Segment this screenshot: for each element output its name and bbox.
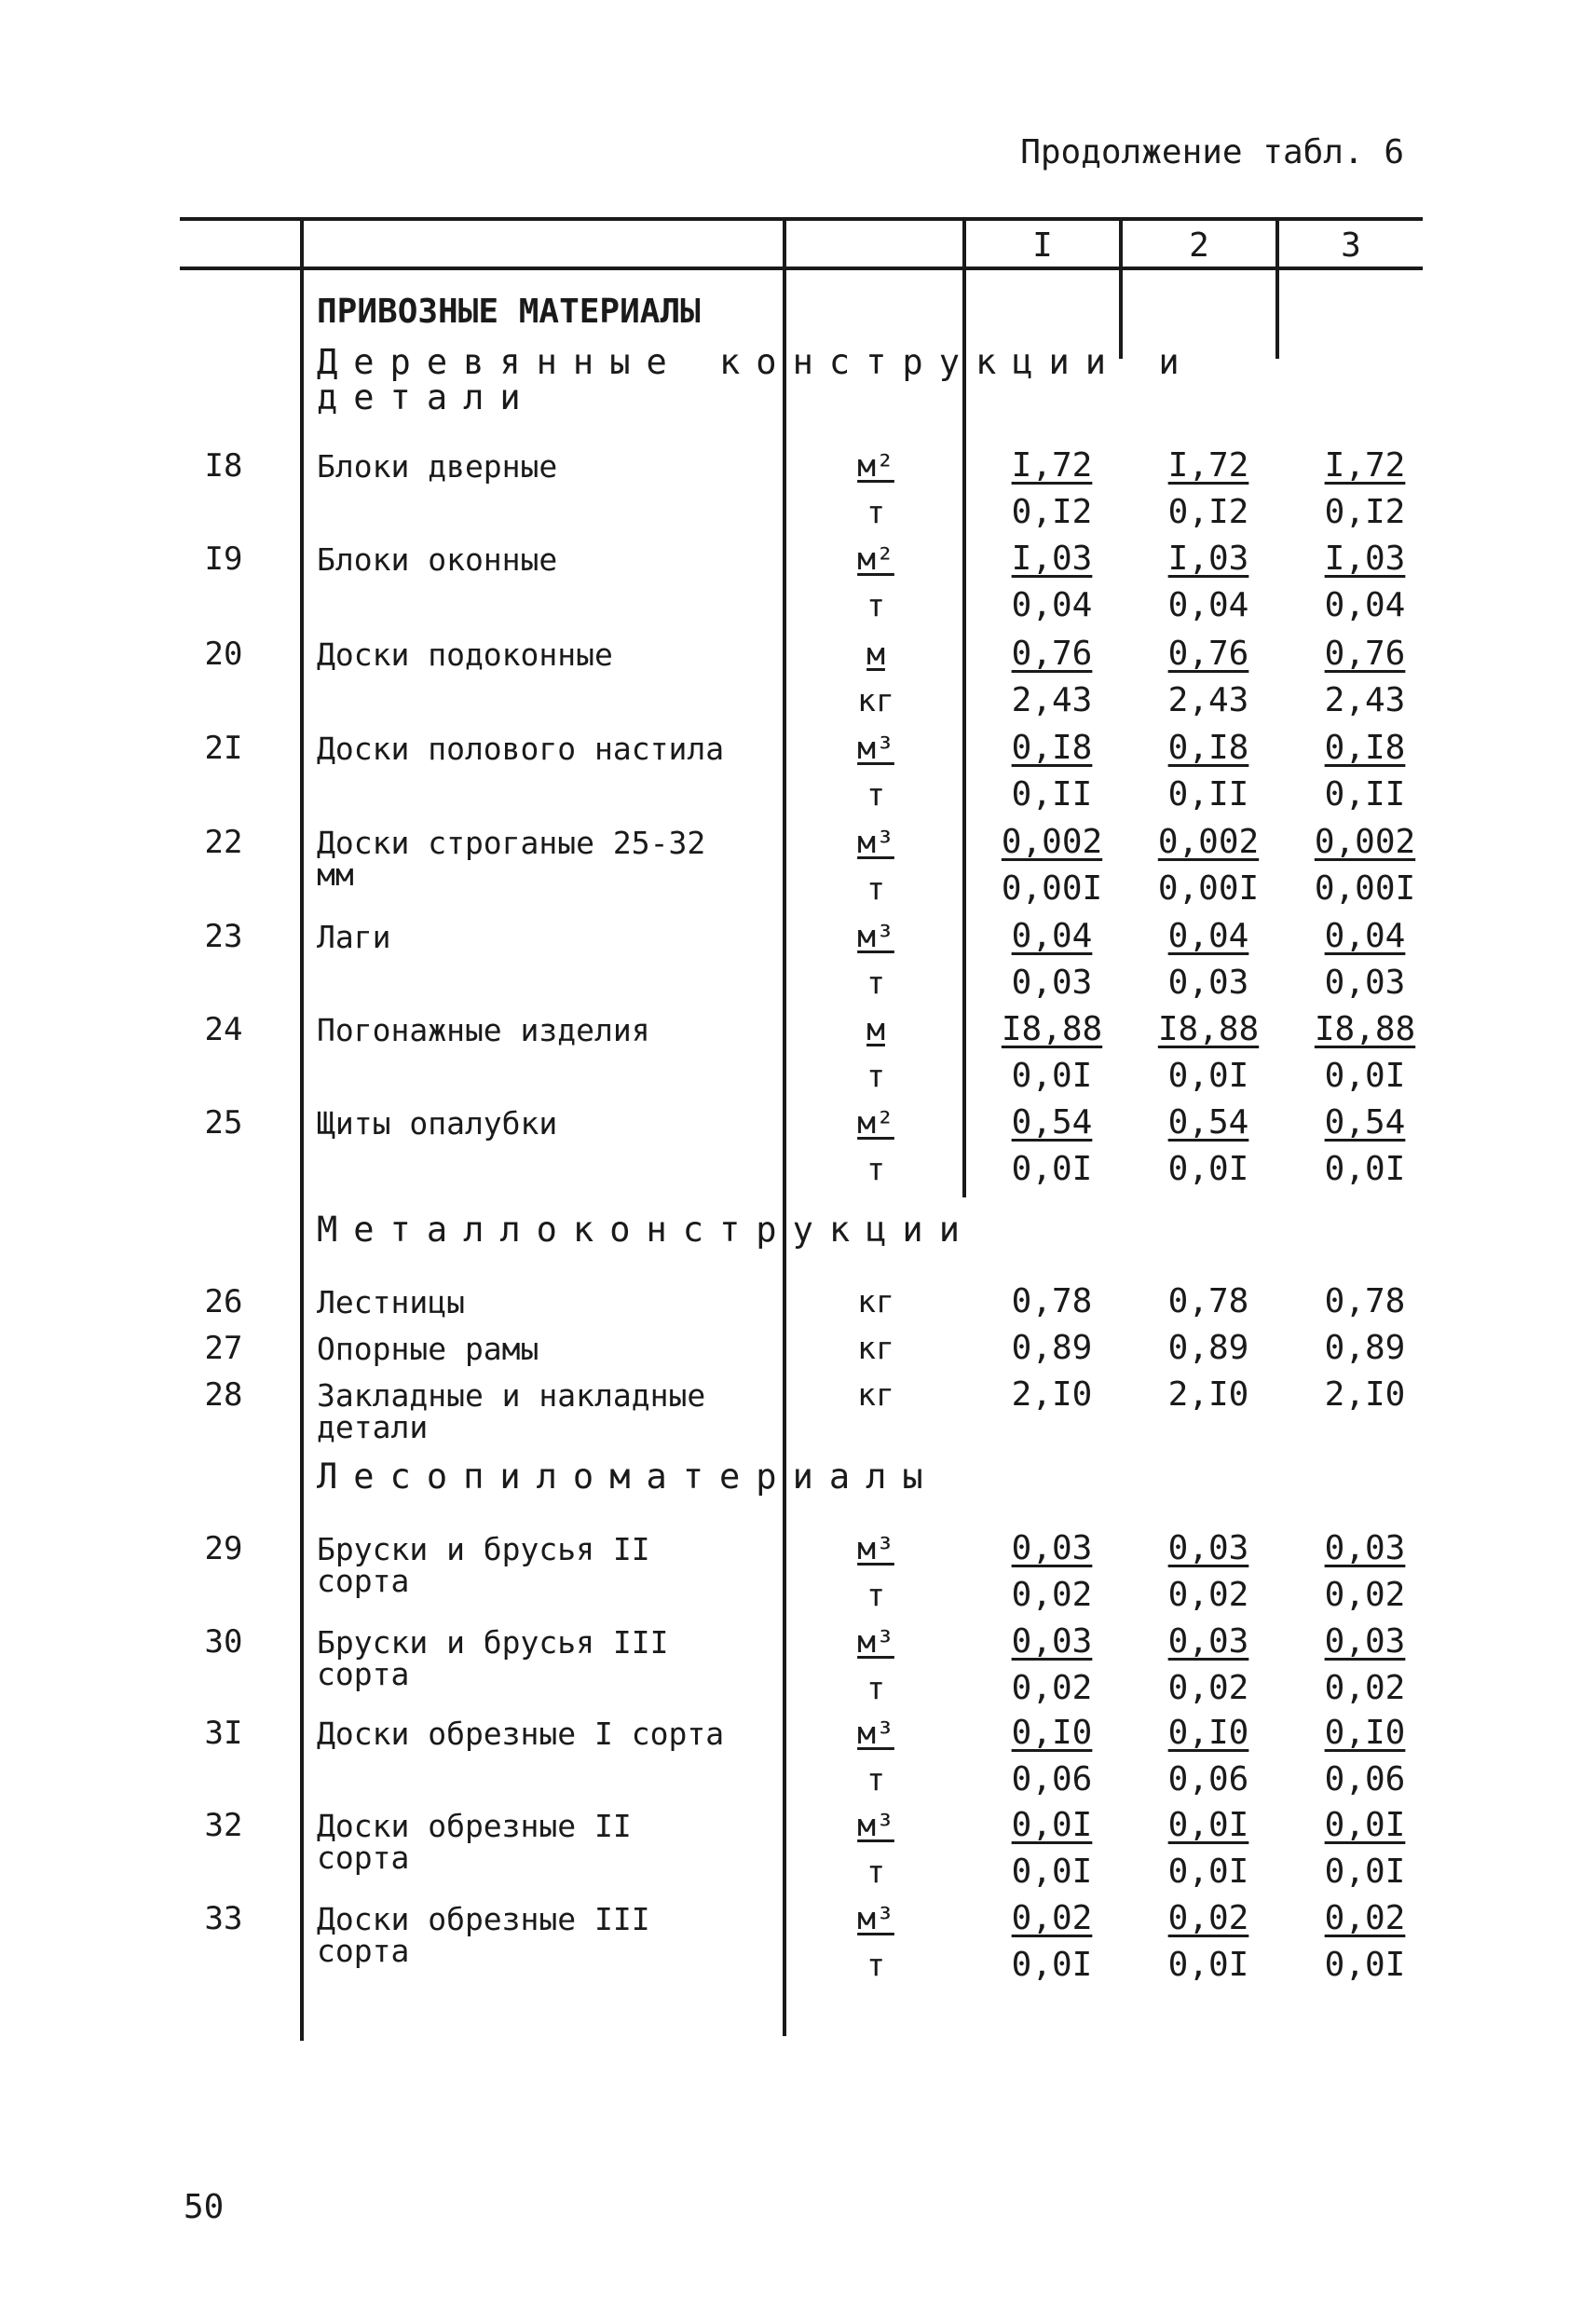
row-name: Доски обрезные II сорта	[317, 1808, 632, 1876]
unit-cell	[843, 1328, 908, 1369]
value-cell: 0,03	[1011, 1622, 1093, 1661]
unit-label: т	[866, 776, 885, 813]
value-cell: 0,II	[1011, 775, 1093, 814]
unit-cell	[843, 1621, 908, 1662]
value-cell: 0,03	[1167, 1529, 1249, 1567]
unit-cell	[843, 1149, 908, 1190]
unit-cell	[843, 634, 908, 675]
value-cell: 0,03	[1167, 964, 1249, 1002]
unit-label: м	[866, 1011, 885, 1047]
value-cell: 0,0I	[1167, 1806, 1249, 1844]
row-number: 26	[204, 1283, 243, 1320]
row-number: 27	[204, 1330, 243, 1367]
unit-cell	[843, 774, 908, 815]
value-cell: 0,II	[1167, 775, 1249, 814]
unit-label: м³	[857, 1715, 894, 1751]
value-cell: I,72	[1324, 446, 1406, 485]
unit-label: т	[866, 1058, 885, 1094]
value-cell: 0,02	[1011, 1669, 1093, 1707]
row-number: 20	[204, 636, 243, 673]
row-number: 2I	[204, 730, 243, 767]
value-cell: 0,I2	[1167, 493, 1249, 531]
table-top-rule	[180, 217, 1423, 221]
value-cell: 0,03	[1011, 964, 1093, 1002]
unit-cell	[843, 1852, 908, 1893]
value-cell: I8,88	[1314, 1010, 1416, 1048]
section-title: Металлоконструкции	[317, 1210, 975, 1250]
unit-label: т	[866, 1670, 885, 1706]
value-cell: 0,78	[1167, 1282, 1249, 1320]
row-name: Блоки оконные	[317, 541, 558, 578]
unit-cell	[843, 1898, 908, 1939]
unit-cell	[843, 1668, 908, 1709]
value-cell: 0,04	[1167, 917, 1249, 955]
unit-label: т	[866, 494, 885, 530]
value-cell: 0,02	[1167, 1669, 1249, 1707]
row-number: 25	[204, 1104, 243, 1142]
unit-label: кг	[857, 682, 894, 718]
row-number: I9	[204, 540, 243, 578]
value-cell: 0,0I	[1324, 1946, 1406, 1984]
unit-cell	[843, 1805, 908, 1846]
value-cell: 0,03	[1324, 1622, 1406, 1661]
unit-cell	[843, 822, 908, 863]
unit-label: м³	[857, 1530, 894, 1566]
value-cell: 0,02	[1167, 1899, 1249, 1937]
value-cell: 0,I8	[1011, 729, 1093, 767]
row-name: Доски строганые 25-32 мм	[317, 825, 706, 893]
row-number: 28	[204, 1376, 243, 1414]
value-cell: 0,002	[1001, 823, 1103, 861]
row-name: Блоки дверные	[317, 448, 558, 485]
value-cell: 0,06	[1011, 1760, 1093, 1798]
value-cell: 0,0I	[1324, 1853, 1406, 1891]
unit-cell	[843, 585, 908, 626]
unit-cell	[843, 539, 908, 580]
col-divider-num	[300, 219, 304, 2041]
row-name: Доски полового настила	[317, 731, 725, 767]
value-cell: 0,54	[1167, 1103, 1249, 1142]
column-header-3: 3	[1341, 226, 1361, 265]
unit-label: т	[866, 1947, 885, 1983]
unit-label: м²	[857, 447, 894, 484]
value-cell: 2,43	[1324, 681, 1406, 719]
value-cell: 0,76	[1167, 635, 1249, 673]
row-name: Закладные и накладные детали	[317, 1377, 706, 1445]
unit-label: м³	[857, 824, 894, 860]
value-cell: 0,02	[1324, 1899, 1406, 1937]
value-cell: 0,0I	[1324, 1806, 1406, 1844]
value-cell: 0,0I	[1011, 1057, 1093, 1095]
unit-label: т	[866, 1761, 885, 1798]
row-name: Доски подоконные	[317, 636, 613, 673]
row-name: Опорные рамы	[317, 1331, 539, 1367]
row-name: Доски обрезные I сорта	[317, 1716, 725, 1752]
unit-label: м³	[857, 1623, 894, 1660]
row-name: Доски обрезные III сорта	[317, 1901, 650, 1969]
value-cell: 2,43	[1011, 681, 1093, 719]
value-cell: 0,89	[1324, 1329, 1406, 1367]
value-cell: 0,03	[1324, 964, 1406, 1002]
column-header-2: 2	[1189, 226, 1209, 265]
value-cell: 0,I8	[1324, 729, 1406, 767]
unit-cell	[843, 963, 908, 1004]
row-number: 32	[204, 1807, 243, 1844]
unit-label: т	[866, 870, 885, 907]
row-name: Погонажные изделия	[317, 1012, 650, 1048]
unit-label: м	[866, 636, 885, 672]
row-number: 23	[204, 918, 243, 955]
row-number: 30	[204, 1623, 243, 1661]
row-number: 24	[204, 1011, 243, 1048]
value-cell: 0,I0	[1167, 1714, 1249, 1752]
value-cell: 0,03	[1011, 1529, 1093, 1567]
row-number: 33	[204, 1900, 243, 1937]
value-cell: 0,06	[1324, 1760, 1406, 1798]
col-divider-name	[783, 219, 786, 2036]
unit-cell	[843, 492, 908, 533]
unit-label: м³	[857, 1807, 894, 1843]
unit-label: кг	[857, 1376, 894, 1413]
value-cell: 0,0I	[1167, 1057, 1249, 1095]
value-cell: 0,04	[1324, 586, 1406, 624]
value-cell: 0,00I	[1314, 869, 1416, 908]
value-cell: 0,04	[1167, 586, 1249, 624]
value-cell: 0,0I	[1011, 1150, 1093, 1188]
value-cell: I,72	[1167, 446, 1249, 485]
unit-cell	[843, 1759, 908, 1800]
value-cell: 0,04	[1011, 917, 1093, 955]
value-cell: 0,0I	[1324, 1057, 1406, 1095]
value-cell: 0,II	[1324, 775, 1406, 814]
value-cell: I,03	[1011, 540, 1093, 578]
value-cell: 0,0I	[1167, 1946, 1249, 1984]
section-title: ПРИВОЗНЫЕ МАТЕРИАЛЫ	[317, 293, 701, 331]
continuation-label: Продолжение табл. 6	[1020, 133, 1404, 171]
value-cell: 0,I8	[1167, 729, 1249, 767]
value-cell: 0,I2	[1011, 493, 1093, 531]
value-cell: 0,0I	[1167, 1853, 1249, 1891]
unit-label: кг	[857, 1283, 894, 1320]
unit-cell	[843, 680, 908, 721]
page-number: 50	[184, 2188, 225, 2226]
value-cell: 0,04	[1011, 586, 1093, 624]
value-cell: 0,03	[1324, 1529, 1406, 1567]
value-cell: I8,88	[1157, 1010, 1260, 1048]
value-cell: 0,03	[1167, 1622, 1249, 1661]
value-cell: 2,I0	[1167, 1375, 1249, 1414]
value-cell: 0,002	[1314, 823, 1416, 861]
value-cell: 0,54	[1324, 1103, 1406, 1142]
unit-cell	[843, 1945, 908, 1986]
unit-label: м²	[857, 1104, 894, 1141]
value-cell: 2,I0	[1324, 1375, 1406, 1414]
value-cell: 0,76	[1324, 635, 1406, 673]
value-cell: 0,002	[1157, 823, 1260, 861]
unit-label: м²	[857, 540, 894, 577]
value-cell: 0,06	[1167, 1760, 1249, 1798]
row-number: I8	[204, 447, 243, 485]
value-cell: 2,I0	[1011, 1375, 1093, 1414]
unit-label: м³	[857, 918, 894, 954]
row-number: 29	[204, 1530, 243, 1567]
row-name: Лестницы	[317, 1284, 465, 1320]
unit-label: м³	[857, 1900, 894, 1936]
value-cell: 0,02	[1324, 1669, 1406, 1707]
unit-cell	[843, 916, 908, 957]
value-cell: I,03	[1167, 540, 1249, 578]
value-cell: I,03	[1324, 540, 1406, 578]
value-cell: 0,I0	[1324, 1714, 1406, 1752]
section-subtitle: Деревянные конструкции и детали	[317, 342, 1195, 417]
unit-cell	[843, 868, 908, 909]
value-cell: 0,00I	[1157, 869, 1260, 908]
value-cell: 0,02	[1324, 1576, 1406, 1614]
value-cell: 0,78	[1011, 1282, 1093, 1320]
row-name: Бруски и брусья III сорта	[317, 1624, 669, 1692]
value-cell: 0,I2	[1324, 493, 1406, 531]
unit-label: т	[866, 1577, 885, 1613]
unit-cell	[843, 1102, 908, 1143]
value-cell: 0,02	[1011, 1576, 1093, 1614]
unit-cell	[843, 1374, 908, 1415]
value-cell: 0,78	[1324, 1282, 1406, 1320]
value-cell: 0,0I	[1011, 1806, 1093, 1844]
value-cell: 0,04	[1324, 917, 1406, 955]
value-cell: 0,02	[1167, 1576, 1249, 1614]
value-cell: 0,02	[1011, 1899, 1093, 1937]
value-cell: I,72	[1011, 446, 1093, 485]
unit-label: м³	[857, 730, 894, 766]
unit-cell	[843, 1575, 908, 1616]
value-cell: 0,54	[1011, 1103, 1093, 1142]
row-number: 22	[204, 824, 243, 861]
value-cell: 0,89	[1011, 1329, 1093, 1367]
value-cell: 0,0I	[1011, 1946, 1093, 1984]
value-cell: 2,43	[1167, 681, 1249, 719]
value-cell: 0,0I	[1324, 1150, 1406, 1188]
unit-cell	[843, 1056, 908, 1097]
row-name: Бруски и брусья II сорта	[317, 1531, 650, 1599]
unit-label: кг	[857, 1330, 894, 1366]
value-cell: 0,0I	[1011, 1853, 1093, 1891]
unit-label: т	[866, 964, 885, 1001]
value-cell: I8,88	[1001, 1010, 1103, 1048]
unit-label: т	[866, 587, 885, 623]
value-cell: 0,76	[1011, 635, 1093, 673]
unit-cell	[843, 445, 908, 486]
value-cell: 0,0I	[1167, 1150, 1249, 1188]
section-title: Лесопиломатериалы	[317, 1456, 939, 1497]
unit-label: т	[866, 1151, 885, 1187]
unit-label: т	[866, 1853, 885, 1890]
row-number: 3I	[204, 1715, 243, 1752]
value-cell: 0,00I	[1001, 869, 1103, 908]
unit-cell	[843, 1528, 908, 1569]
row-name: Лаги	[317, 919, 391, 955]
unit-cell	[843, 1713, 908, 1754]
value-cell: 0,I0	[1011, 1714, 1093, 1752]
unit-cell	[843, 728, 908, 769]
unit-cell	[843, 1281, 908, 1322]
value-cell: 0,89	[1167, 1329, 1249, 1367]
column-header-1: I	[1032, 226, 1053, 265]
unit-cell	[843, 1009, 908, 1050]
row-name: Щиты опалубки	[317, 1105, 558, 1142]
